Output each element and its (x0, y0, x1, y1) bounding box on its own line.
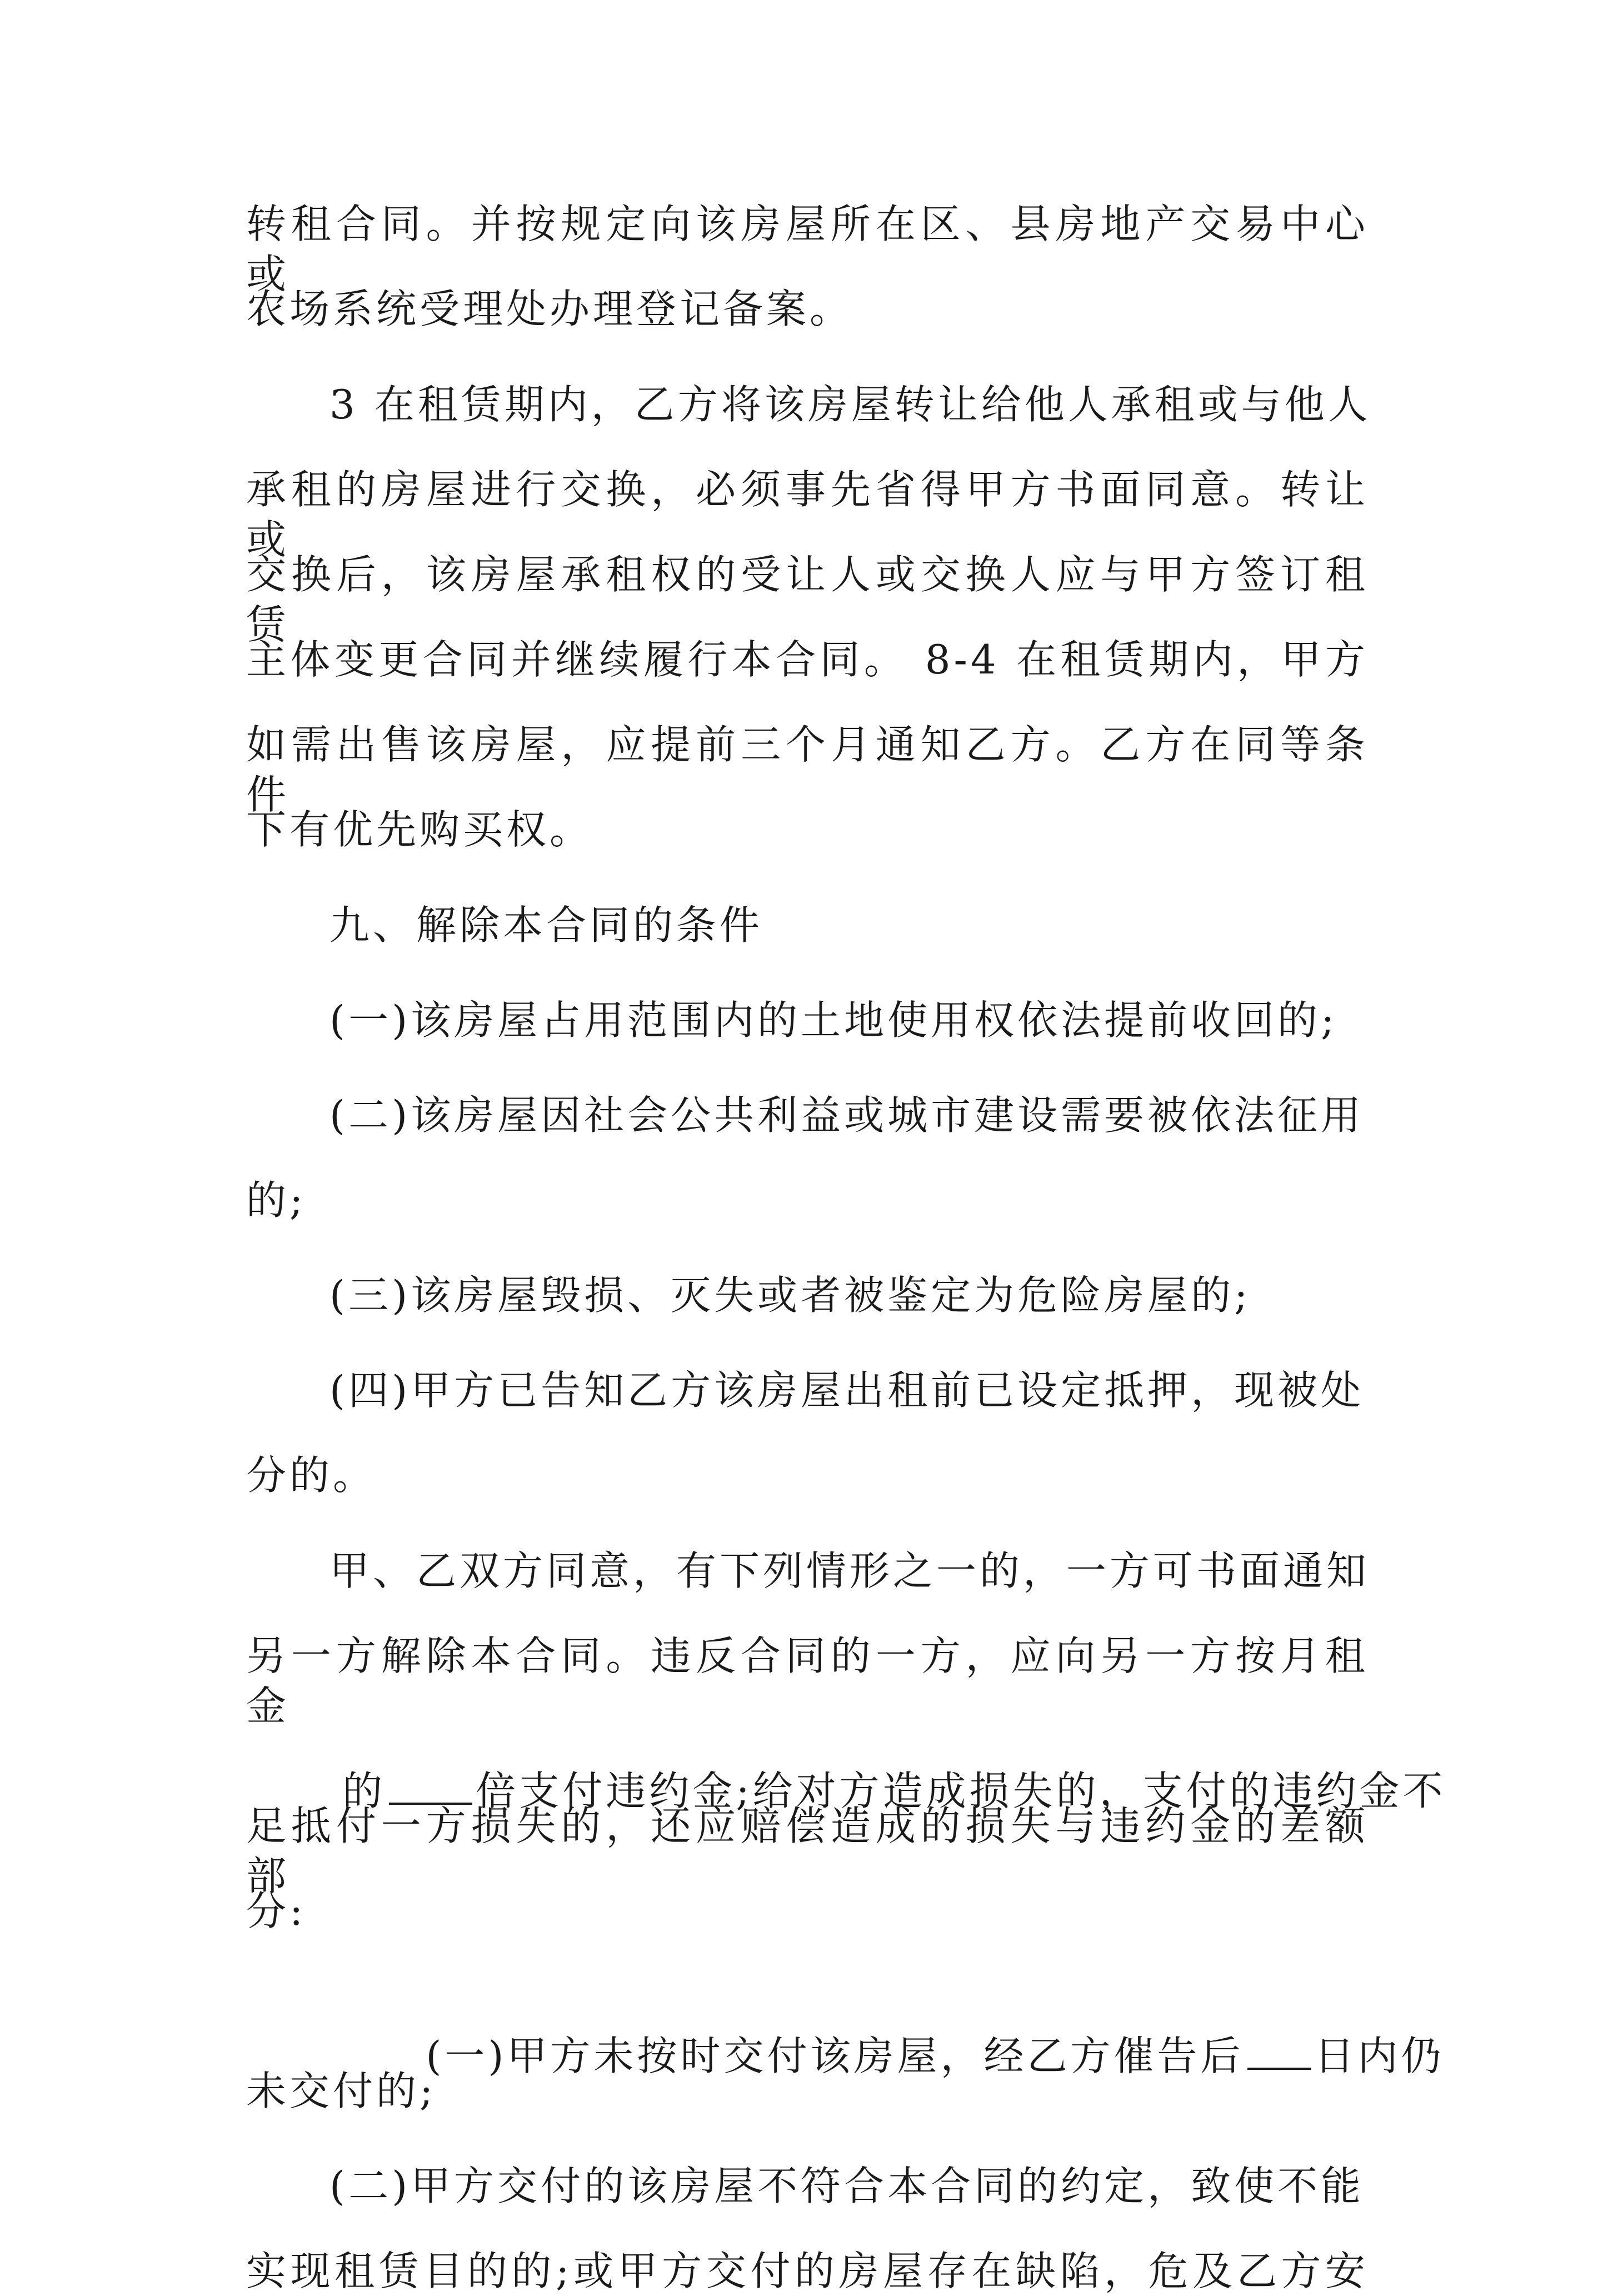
text-fragment: 倍支付违约金;给对方造成损失的，支付的违约金不 (476, 1768, 1446, 1814)
list-item: (三)该房屋毁损、灭失或者被鉴定为危险房屋的; (329, 1272, 1251, 1319)
text-line: 转租合同。并按规定向该房屋所在区、县房地产交易中心或 (246, 201, 1369, 297)
fill-in-blank (1247, 2033, 1311, 2070)
list-item: (二)甲方交付的该房屋不符合本合同的约定，致使不能 (329, 2163, 1365, 2209)
list-item: (二)该房屋因社会公共利益或城市建设需要被依法征用 (329, 1092, 1365, 1139)
text-line: 3 在租赁期内，乙方将该房屋转让给他人承租或与他人 (329, 381, 1371, 428)
text-fragment: 的 (342, 1768, 386, 1814)
text-line: 下有优先购买权。 (246, 806, 593, 853)
text-line: 承租的房屋进行交换，必须事先省得甲方书面同意。转让或 (246, 466, 1369, 563)
text-line: 交换后，该房屋承租权的受让人或交换人应与甲方签订租赁 (246, 551, 1369, 648)
text-line: 足抵付一方损失的，还应赔偿造成的损失与违约金的差额部 (246, 1803, 1369, 1899)
text-line: 另一方解除本合同。违反合同的一方，应向另一方按月租金 (246, 1633, 1369, 1729)
text-line-with-blank (246, 1716, 1446, 1814)
list-item: (四)甲方已告知乙方该房屋出租前已设定抵押，现被处 (329, 1367, 1365, 1414)
text-line: 分: (246, 1888, 307, 1934)
text-line: 如需出售该房屋，应提前三个月通知乙方。乙方在同等条件 (246, 721, 1369, 818)
text-line: 分的。 (246, 1452, 377, 1499)
section-heading: 九、解除本合同的条件 (329, 902, 763, 949)
text-line: 甲、乙双方同意，有下列情形之一的，一方可书面通知 (329, 1548, 1370, 1594)
text-line: 实现租赁目的的;或甲方交付的房屋存在缺陷，危及乙方安 (246, 2248, 1369, 2294)
text-line: 主体变更合同并继续履行本合同。 8-4 在租赁期内，甲方 (246, 636, 1369, 683)
text-fragment: (一)甲方未按时交付该房屋，经乙方催告后 (426, 2033, 1244, 2079)
text-fragment: 日内仍 (1314, 2033, 1445, 2079)
list-item: (一)该房屋占用范围内的土地使用权依法提前收回的; (329, 997, 1338, 1044)
list-item-with-blank (329, 1981, 1445, 2079)
fill-in-blank (389, 1768, 472, 1805)
text-line: 未交付的; (246, 2068, 437, 2114)
text-line: 农场系统受理处办理登记备案。 (246, 286, 853, 332)
text-line: 的; (246, 1177, 307, 1224)
